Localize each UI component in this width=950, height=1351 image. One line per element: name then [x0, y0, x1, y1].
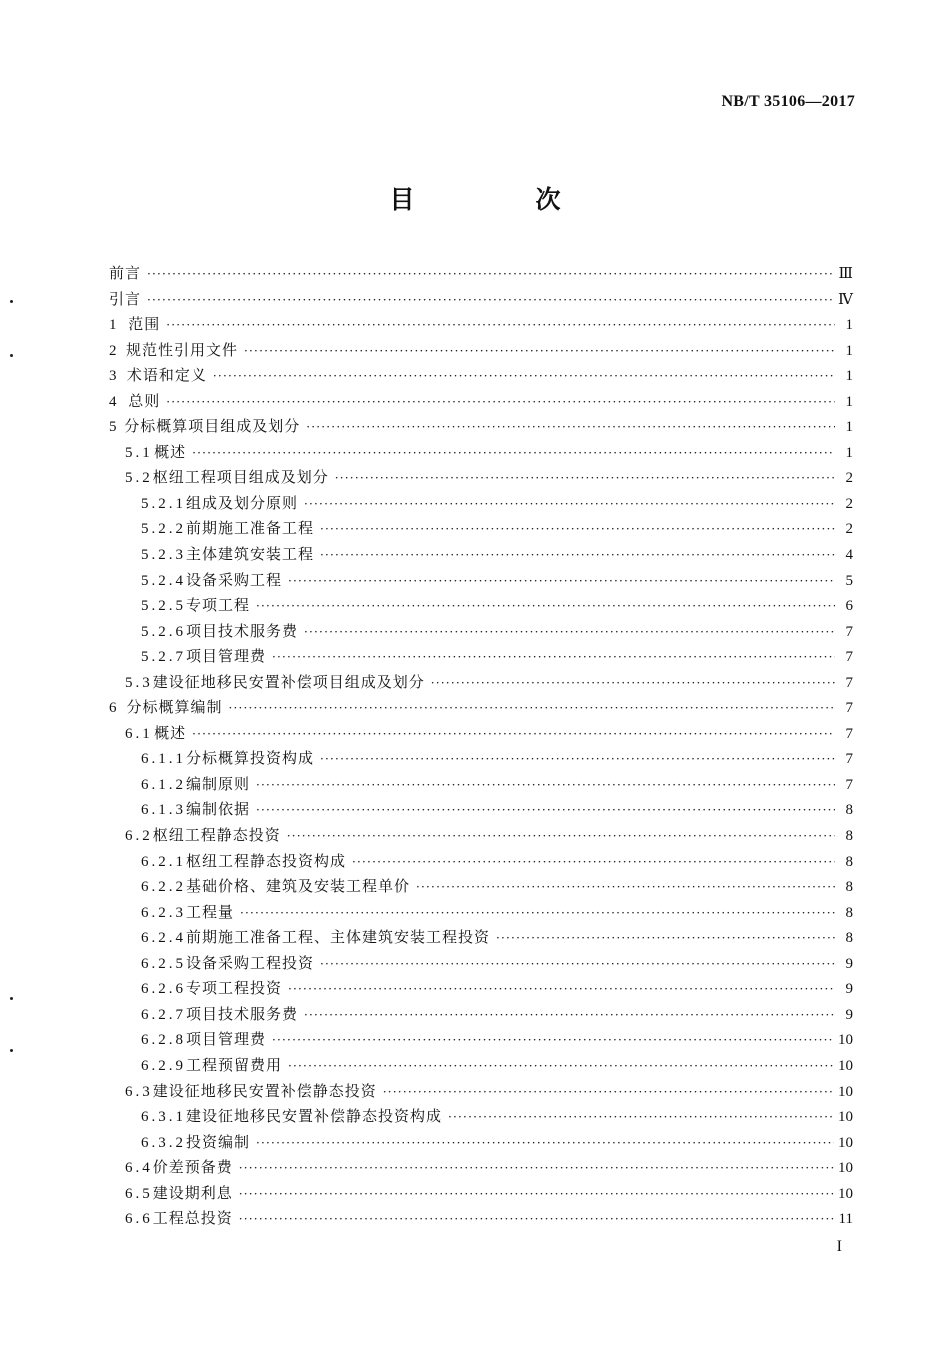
toc-entry-title: 工程总投资	[152, 1209, 233, 1228]
toc-entry-page: 9	[845, 1006, 853, 1023]
toc-entry-page: 10	[838, 1083, 853, 1100]
toc-entry-number: 6.2	[125, 828, 153, 845]
toc-entry-page: 7	[845, 725, 853, 742]
toc-entry-page: 7	[845, 700, 853, 717]
toc-entry-number: 6.2.5	[141, 955, 186, 972]
toc-entry-number: 4	[109, 393, 120, 410]
dot-leader	[256, 1131, 834, 1157]
toc-entry[interactable]	[109, 389, 853, 415]
dot-leader	[496, 926, 835, 952]
dot-leader	[256, 773, 835, 799]
dot-leader	[239, 1182, 834, 1208]
dot-leader	[239, 1156, 834, 1182]
toc-entry-page: 1	[845, 368, 853, 385]
toc-entry-number: 5.2.2	[141, 521, 186, 538]
toc-entry-title: 前言	[109, 264, 142, 282]
toc-entry[interactable]	[109, 542, 853, 568]
toc-entry[interactable]	[109, 363, 853, 389]
toc-entry-title: 前期施工准备工程、主体建筑安装工程投资	[186, 928, 491, 947]
toc-entry-number: 6.6	[125, 1211, 153, 1228]
scan-speck	[10, 997, 13, 1000]
toc-entry-title: 项目技术服务费	[186, 1004, 299, 1023]
toc-entry[interactable]	[109, 1130, 853, 1156]
toc-entry-title: 规范性引用文件	[126, 340, 239, 359]
toc-entry-number: 1	[109, 317, 120, 334]
toc-entry-page: 8	[845, 802, 853, 819]
dot-leader	[147, 262, 835, 288]
toc-entry[interactable]	[109, 1155, 853, 1181]
toc-entry-number: 5.2.4	[141, 572, 186, 589]
toc-entry-page: 1	[845, 419, 853, 436]
toc-entry[interactable]	[109, 414, 853, 440]
dot-leader	[416, 875, 835, 901]
dot-leader	[272, 645, 835, 671]
dot-leader	[288, 569, 835, 595]
toc-entry-page: 2	[845, 495, 853, 512]
toc-entry[interactable]	[109, 261, 853, 287]
toc-entry-number: 6.4	[125, 1160, 153, 1177]
toc-entry-page: 4	[845, 547, 853, 564]
dot-leader	[147, 288, 834, 314]
toc-entry-page: 9	[845, 955, 853, 972]
toc-entry-page: 10	[838, 1057, 853, 1074]
toc-entry-page: 8	[845, 853, 853, 870]
toc-entry-page: 5	[845, 572, 853, 589]
toc-entry-number: 6.1.1	[141, 751, 186, 768]
toc-entry-title: 概述	[154, 442, 187, 461]
toc-entry-title: 建设征地移民安置补偿项目组成及划分	[152, 672, 425, 691]
dot-leader	[383, 1080, 834, 1106]
toc-entry-number: 6.5	[125, 1185, 153, 1202]
dot-leader	[166, 390, 835, 416]
dot-leader	[304, 492, 835, 518]
toc-entry-number: 5.3	[125, 674, 153, 691]
toc-entry-page: 6	[845, 598, 853, 615]
dot-leader	[431, 671, 835, 697]
dot-leader	[288, 977, 835, 1003]
toc-entry-number: 6.2.1	[141, 853, 186, 870]
toc-entry-number: 5.1	[125, 444, 153, 461]
dot-leader	[288, 1054, 834, 1080]
toc-entry-title: 专项工程	[186, 596, 251, 615]
toc-entry-title: 总则	[128, 391, 161, 410]
toc-entry[interactable]	[109, 1079, 853, 1105]
toc-entry-number: 6.3.1	[141, 1109, 186, 1126]
page-title: 目 次	[389, 185, 609, 214]
toc-entry[interactable]	[109, 1053, 853, 1079]
toc-entry-title: 项目管理费	[186, 647, 267, 666]
toc-entry-number: 5.2.7	[141, 649, 186, 666]
toc-entry-title: 建设征地移民安置补偿静态投资	[152, 1081, 377, 1100]
scan-speck	[10, 1049, 13, 1052]
toc-entry-title: 价差预备费	[152, 1158, 233, 1177]
toc-entry[interactable]	[109, 900, 853, 926]
toc-entry-page: 8	[845, 879, 853, 896]
toc-entry-number: 6.2.6	[141, 981, 186, 998]
toc-entry-title: 引言	[109, 289, 142, 308]
toc-entry-number: 6.1	[125, 725, 153, 742]
toc-entry-number: 6.2.8	[141, 1032, 186, 1049]
toc-entry-page: 8	[845, 904, 853, 921]
toc-entry[interactable]	[109, 440, 853, 466]
toc-entry[interactable]	[109, 849, 853, 875]
toc-entry[interactable]	[109, 619, 853, 645]
toc-entry[interactable]	[109, 925, 853, 951]
toc-entry-title: 投资编制	[186, 1132, 251, 1151]
toc-entry[interactable]	[109, 976, 853, 1002]
dot-leader	[320, 543, 835, 569]
toc-entry-number: 5.2.5	[141, 598, 186, 615]
toc-entry-number: 6	[109, 700, 120, 717]
toc-entry-number: 3	[109, 368, 120, 385]
toc-entry-title: 术语和定义	[126, 366, 207, 385]
toc-entry-number: 6.2.7	[141, 1006, 186, 1023]
toc-entry-page: 7	[845, 623, 853, 640]
toc-entry[interactable]	[109, 746, 853, 772]
toc-entry[interactable]	[109, 1181, 853, 1207]
toc-entry-title: 基础价格、建筑及安装工程单价	[186, 877, 411, 896]
toc-entry-page: Ⅳ	[838, 291, 853, 308]
toc-entry[interactable]	[109, 670, 853, 696]
toc-entry-number: 6.2.3	[141, 904, 186, 921]
toc-entry[interactable]	[109, 644, 853, 670]
dot-leader	[448, 1105, 834, 1131]
toc-entry-title: 编制依据	[186, 800, 251, 819]
toc-entry-title: 组成及划分原则	[186, 493, 299, 512]
toc-entry-number: 6.1.2	[141, 776, 186, 793]
toc-entry[interactable]	[109, 721, 853, 747]
toc-entry-page: 2	[845, 470, 853, 487]
toc-entry-page: 2	[845, 521, 853, 538]
toc-entry[interactable]	[109, 593, 853, 619]
toc-entry-number: 5.2.1	[141, 495, 186, 512]
toc-entry[interactable]	[109, 797, 853, 823]
toc-entry-page: 1	[845, 342, 853, 359]
toc-entry-number: 5.2.3	[141, 547, 186, 564]
toc-entry[interactable]	[109, 516, 853, 542]
toc-entry[interactable]	[109, 568, 853, 594]
dot-leader	[287, 824, 835, 850]
toc-entry-page: 9	[845, 981, 853, 998]
toc-entry-title: 主体建筑安装工程	[186, 545, 315, 564]
toc-entry-number: 6.1.3	[141, 802, 186, 819]
page-number: I	[836, 1238, 842, 1255]
toc-entry-page: 8	[845, 930, 853, 947]
table-of-contents	[109, 261, 853, 1232]
dot-leader	[320, 517, 835, 543]
dot-leader	[306, 415, 835, 441]
dot-leader	[272, 1028, 834, 1054]
toc-entry[interactable]	[109, 695, 853, 721]
toc-entry-number: 5.2	[125, 470, 153, 487]
toc-entry-page: 10	[838, 1160, 853, 1177]
toc-entry[interactable]	[109, 312, 853, 338]
toc-entry-page: 7	[845, 776, 853, 793]
toc-entry-title: 枢纽工程项目组成及划分	[152, 468, 329, 487]
toc-entry-number: 6.2.9	[141, 1057, 186, 1074]
toc-entry-number: 5.2.6	[141, 623, 186, 640]
toc-entry-title: 编制原则	[186, 774, 251, 793]
dot-leader	[304, 620, 835, 646]
toc-entry[interactable]	[109, 772, 853, 798]
toc-entry-number: 6.3.2	[141, 1134, 186, 1151]
dot-leader	[192, 722, 835, 748]
dot-leader	[192, 441, 835, 467]
toc-entry-title: 枢纽工程静态投资	[152, 826, 281, 845]
toc-entry[interactable]	[109, 287, 853, 313]
toc-entry-title: 设备采购工程投资	[186, 953, 315, 972]
dot-leader	[304, 1003, 835, 1029]
dot-leader	[240, 901, 835, 927]
toc-entry-page: 10	[838, 1032, 853, 1049]
toc-entry-number: 5	[109, 419, 120, 436]
toc-entry-page: 1	[845, 393, 853, 410]
dot-leader	[320, 747, 835, 773]
toc-entry-page: 8	[845, 828, 853, 845]
toc-entry-page: 7	[845, 751, 853, 768]
dot-leader	[256, 798, 835, 824]
toc-entry[interactable]	[109, 1002, 853, 1028]
dot-leader	[256, 594, 835, 620]
toc-entry-number: 2	[109, 342, 120, 359]
toc-entry-title: 分标概算编制	[126, 698, 223, 717]
toc-entry-title: 设备采购工程	[186, 570, 283, 589]
toc-entry[interactable]	[109, 823, 853, 849]
toc-entry-page: 7	[845, 649, 853, 666]
toc-entry-page: 11	[838, 1211, 853, 1228]
toc-entry-title: 前期施工准备工程	[186, 519, 315, 538]
toc-entry[interactable]	[109, 874, 853, 900]
toc-entry-page: Ⅲ	[838, 266, 853, 282]
dot-leader	[244, 339, 835, 365]
toc-entry-page: 7	[845, 674, 853, 691]
toc-entry-title: 分标概算项目组成及划分	[124, 417, 301, 436]
toc-entry-title: 建设期利息	[152, 1183, 233, 1202]
dot-leader	[320, 952, 835, 978]
toc-entry[interactable]	[109, 465, 853, 491]
toc-entry[interactable]	[109, 1206, 853, 1232]
standard-number: NB/T 35106—2017	[721, 93, 855, 110]
scan-speck	[10, 354, 13, 357]
dot-leader	[335, 466, 835, 492]
dot-leader	[239, 1207, 835, 1233]
toc-entry-page: 1	[845, 444, 853, 461]
toc-entry[interactable]	[109, 491, 853, 517]
toc-entry-title: 分标概算投资构成	[186, 749, 315, 768]
toc-entry[interactable]	[109, 338, 853, 364]
toc-entry-title: 工程预留费用	[186, 1055, 283, 1074]
dot-leader	[166, 313, 835, 339]
toc-entry-page: 10	[838, 1185, 853, 1202]
toc-entry-title: 范围	[128, 315, 161, 334]
toc-entry-title: 专项工程投资	[186, 979, 283, 998]
toc-entry-page: 1	[845, 317, 853, 334]
toc-entry-number: 6.3	[125, 1083, 153, 1100]
toc-entry-title: 项目技术服务费	[186, 621, 299, 640]
toc-entry[interactable]	[109, 1104, 853, 1130]
dot-leader	[352, 850, 835, 876]
scan-speck	[10, 300, 13, 303]
toc-entry-page: 10	[838, 1109, 853, 1126]
toc-entry-title: 枢纽工程静态投资构成	[186, 851, 347, 870]
toc-entry-title: 概述	[154, 723, 187, 742]
dot-leader	[213, 364, 835, 390]
toc-entry-title: 建设征地移民安置补偿静态投资构成	[186, 1107, 443, 1126]
toc-entry-page: 10	[838, 1134, 853, 1151]
toc-entry[interactable]	[109, 951, 853, 977]
toc-entry[interactable]	[109, 1027, 853, 1053]
toc-entry-title: 工程量	[186, 902, 235, 921]
toc-entry-number: 6.2.2	[141, 879, 186, 896]
toc-entry-title: 项目管理费	[186, 1030, 267, 1049]
dot-leader	[228, 696, 835, 722]
toc-entry-number: 6.2.4	[141, 930, 186, 947]
